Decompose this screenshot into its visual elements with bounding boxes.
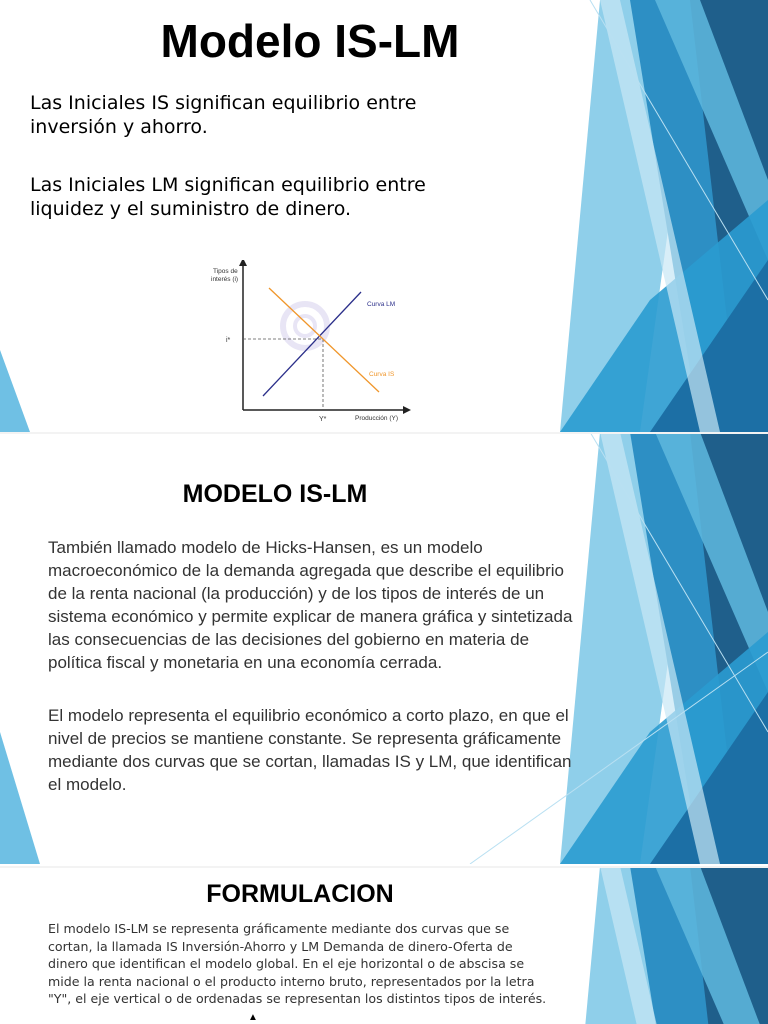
bullet-icon: ▲ (248, 1012, 258, 1023)
y-axis-label: Tipos de (213, 268, 238, 275)
lm-definition-text: Las Iniciales LM significan equilibrio entre liquidez y el suministro de dinero. (30, 174, 426, 220)
i-star-label: i* (226, 337, 231, 344)
slide-1 (0, 0, 768, 432)
y-star-label: Y* (319, 416, 327, 423)
model-equilibrium-text: El modelo representa el equilibrio económico a corto plazo, en que el nivel de precios se mantiene constante. Se representa gráficamente mediante dos curvas que se cortan, llamadas IS y LM, que identifican el modelo. (48, 706, 572, 794)
is-definition-text: Las Iniciales IS significan equilibrio entre inversión y ahorro. (30, 92, 417, 138)
section-title: MODELO IS-LM (182, 480, 368, 508)
model-description-text: También llamado modelo de Hicks-Hansen, es un modelo macroeconómico de la demanda agregada que describe el equilibrio de la renta nacional (la producción) y de los tipos de interés de un sistema económico y permite explicar de manera gráfica y sintetizada las consecuencias de las decisiones del gobierno en materia de política fiscal y monetaria en una economía cerrada. (48, 538, 573, 672)
x-axis-label: Producción (Y) (355, 415, 398, 422)
slide-3 (0, 866, 768, 1024)
lm-curve-label: Curva LM (367, 301, 396, 308)
section-title: FORMULACION (206, 880, 394, 908)
is-curve-label: Curva IS (369, 371, 395, 378)
slide-divider (0, 432, 768, 434)
y-axis-label-2: interés (i) (211, 276, 239, 283)
page-title: Modelo IS-LM (160, 15, 460, 67)
is-lm-diagram (205, 260, 425, 430)
slide-divider (0, 866, 768, 868)
formulation-text: El modelo IS-LM se representa gráficamente mediante dos curvas que se cortan, la llamada IS Inversión-Ahorro y LM Demanda de dinero-Oferta de dinero que identifican el modelo global. En el eje horizontal o de abscisa se mide la renta nacional o el producto interno bruto, representados por la letra "Y", el eje vertical o de ordenadas se representan los distintos tipos de interés. (48, 921, 547, 1006)
slide-2 (0, 432, 768, 866)
